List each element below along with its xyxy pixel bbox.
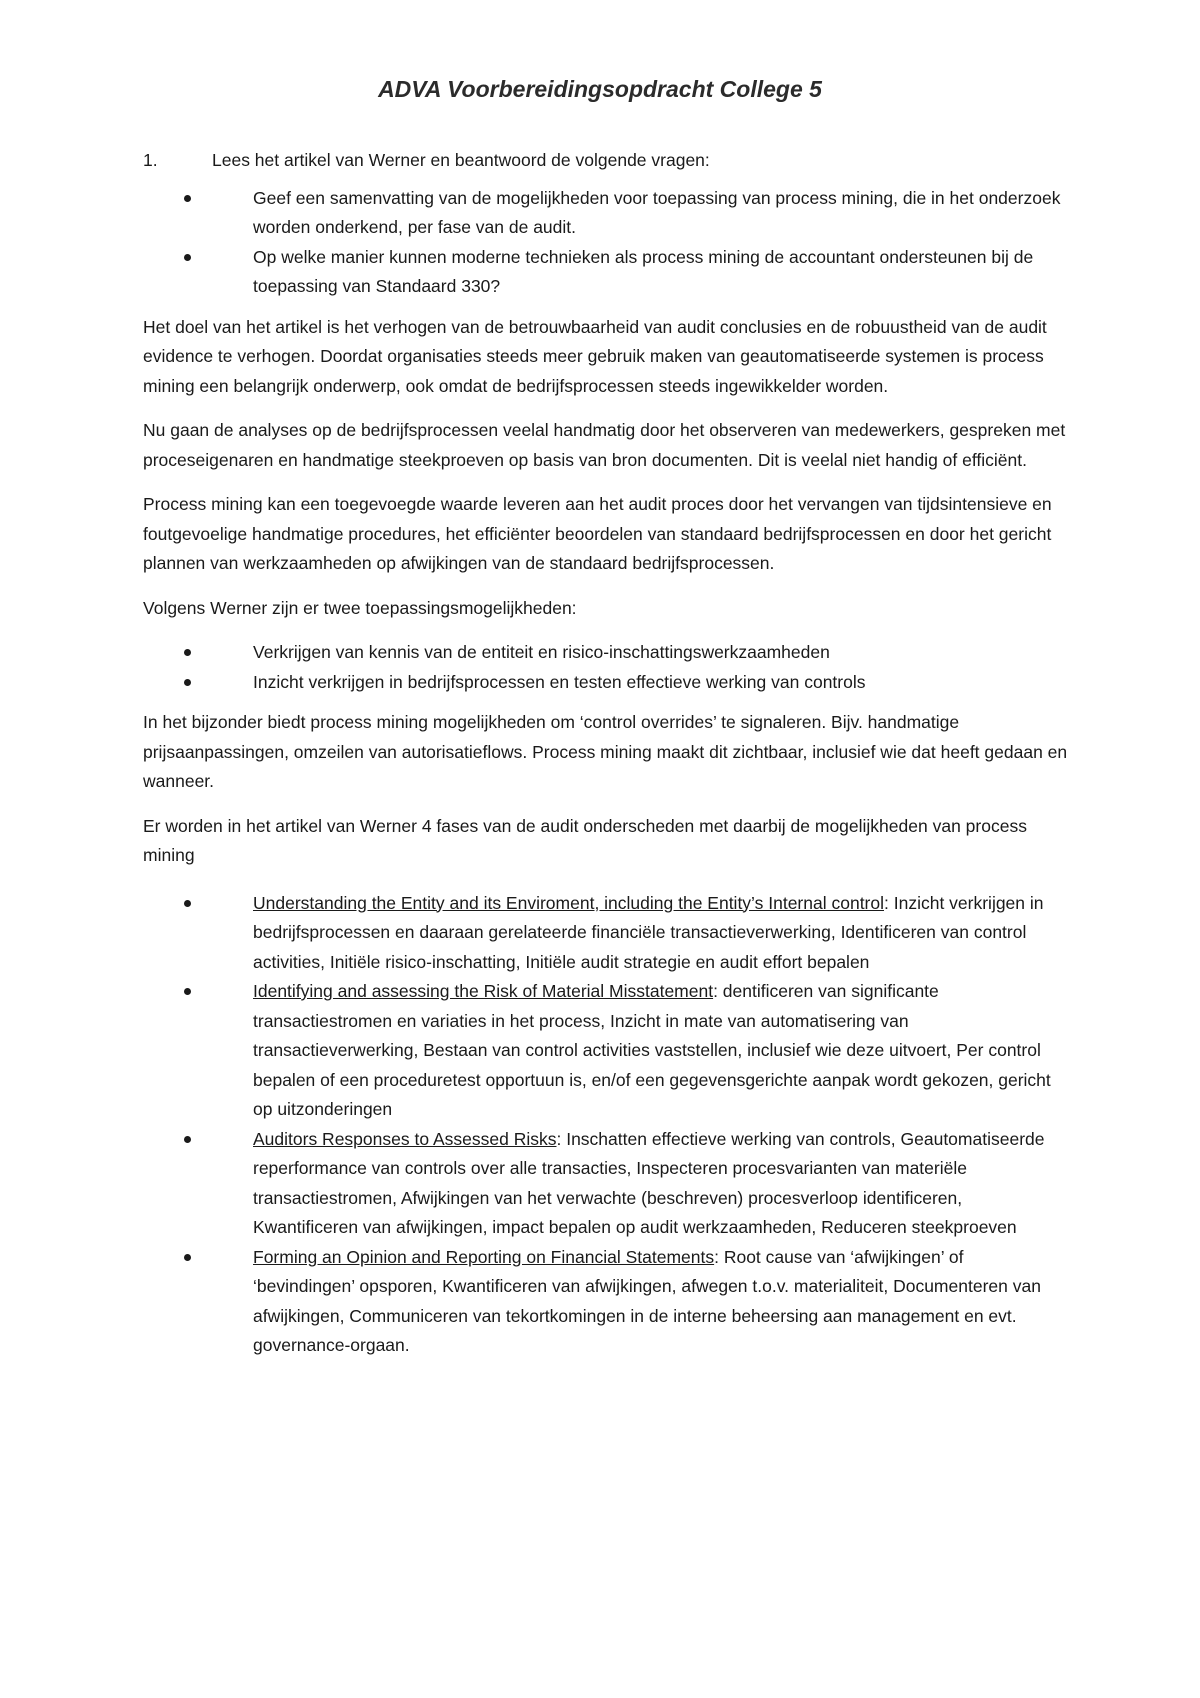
phase-title: Identifying and assessing the Risk of Material Misstatement: [253, 981, 714, 1001]
phase-text: : Inzicht verkrijgen in bedrijfsprocessen en daaraan gerelateerde financiële transactieverwerking, Identificeren van control activities, Initiële risico-inschatting, Initiële audit strategie en audit effort bepalen: [253, 892, 1044, 972]
bullet-icon: [184, 649, 191, 656]
paragraph: Nu gaan de analyses op de bedrijfsprocessen veelal handmatig door het observeren van medewerkers, gespreken met proceseigenaren en handmatige steekproeven op basis van bron documenten. Dit is veelal niet handig of efficiënt.: [143, 420, 1066, 470]
phase-text: : Inschatten effectieve werking van controls, Geautomatiseerde reperformance van controls over alle transacties, Inspecteren procesvarianten van materiële transactiestromen, Afwijkingen van het verwachte (beschreven) procesverloop identificeren, Kwantificeren van afwijkingen, impact bepalen op audit werkzaamheden, Reduceren steekproeven: [253, 1128, 1045, 1237]
subquestion-text: Op welke manier kunnen moderne technieken als process mining de accountant ondersteunen bij de toepassing van Standaard 330?: [253, 246, 1034, 296]
bullet-icon: [184, 988, 191, 995]
bullet-icon: [184, 254, 191, 261]
application-text: Verkrijgen van kennis van de entiteit en risico-inschattingswerkzaamheden: [253, 642, 830, 662]
list-item: [143, 638, 1068, 668]
list-item: [143, 889, 1068, 978]
list-item: [143, 1125, 1068, 1243]
bullet-icon: [184, 195, 191, 202]
application-list: [143, 638, 1068, 697]
phase-title: Forming an Opinion and Reporting on Financial Statements: [253, 1246, 715, 1267]
subquestion-list: [143, 184, 1068, 302]
bullet-icon: [184, 1136, 191, 1143]
bullet-icon: [184, 1254, 191, 1261]
phase-text: : Root cause van ‘afwijkingen’ of ‘bevindingen’ opsporen, Kwantificeren van afwijkingen, afwegen t.o.v. materialiteit, Documenteren van afwijkingen, Communiceren van tekortkomingen in de interne beheersing aan management en evt. governance-orgaan.: [253, 1246, 1041, 1355]
list-item: [143, 1243, 1068, 1361]
application-text: Inzicht verkrijgen in bedrijfsprocessen en testen effectieve werking van controls: [253, 671, 866, 692]
question-text: Lees het artikel van Werner en beantwoord de volgende vragen:: [212, 150, 710, 170]
paragraph: In het bijzonder biedt process mining mogelijkheden om ‘control overrides’ te signaleren. Bijv. handmatige prijsaanpassingen, omzeilen van autorisatieflows. Process mining maakt dit zichtbaar, inclusief wie dat heeft gedaan en wanneer.: [143, 712, 1068, 791]
paragraph: Process mining kan een toegevoegde waarde leveren aan het audit proces door het vervangen van tijdsintensieve en foutgevoelige handmatige procedures, het efficiënter beoordelen van standaard bedrijfsprocessen en door het gericht plannen van werkzaamheden op afwijkingen van de standaard bedrijfsprocessen.: [143, 494, 1052, 573]
phase-title: Auditors Responses to Assessed Risks: [253, 1128, 557, 1149]
list-item: [143, 243, 1068, 302]
document-body: [143, 146, 1068, 1361]
list-item: [143, 668, 1068, 698]
paragraph: Er worden in het artikel van Werner 4 fases van de audit onderscheden met daarbij de mogelijkheden van process mining: [143, 815, 1027, 865]
question-item: [143, 146, 1068, 176]
bullet-icon: [184, 679, 191, 686]
paragraph: Volgens Werner zijn er twee toepassingsmogelijkheden:: [143, 597, 577, 618]
subquestion-text: Geef een samenvatting van de mogelijkheden voor toepassing van process mining, die in het onderzoek worden onderkend, per fase van de audit.: [253, 187, 1061, 237]
phase-text: : dentificeren van significante transactiestromen en variaties in het process, Inzicht in mate van automatisering van transactieverwerking, Bestaan van control activities vaststellen, inclusief wie deze uitvoert, Per control bepalen of een proceduretest opportuun is, en/of een gegevensgerichte aanpak wordt gekozen, gericht op uitzonderingen: [253, 981, 1051, 1119]
paragraph: Het doel van het artikel is het verhogen van de betrouwbaarheid van audit conclusies en de robuustheid van de audit evidence te verhogen. Doordat organisaties steeds meer gebruik maken van geautomatiseerde systemen is process mining een belangrijk onderwerp, ook omdat de bedrijfsprocessen steeds ingewikkelder worden.: [143, 316, 1047, 396]
list-item: [143, 977, 1068, 1125]
bullet-icon: [184, 900, 191, 907]
question-number: 1.: [143, 150, 158, 170]
phase-list: [143, 889, 1068, 1361]
document-title: ADVA Voorbereidingsopdracht College 5: [378, 76, 822, 102]
list-item: [143, 184, 1068, 243]
phase-title: Understanding the Entity and its Enviroment, including the Entity’s Internal control: [253, 892, 884, 913]
